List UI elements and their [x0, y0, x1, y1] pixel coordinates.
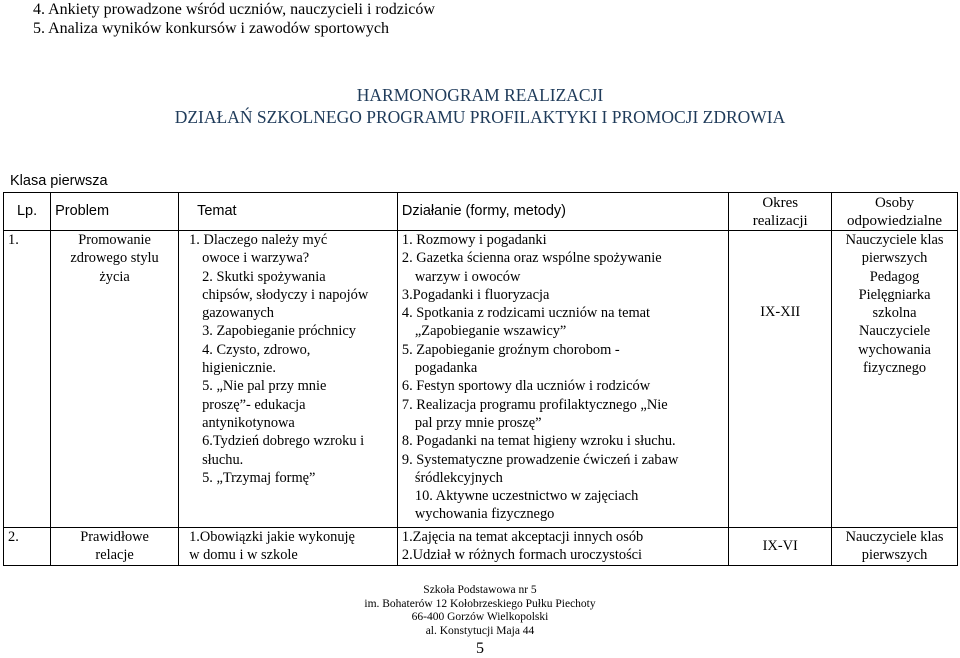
row-problem: Prawidłowe relacje	[51, 528, 179, 566]
header-lp: Lp.	[4, 193, 51, 231]
row-osoby: Nauczyciele klas pierwszych Pedagog Pielęgniarka szkolna Nauczyciele wychowania fizycznego	[832, 231, 958, 528]
page-number: 5	[476, 640, 484, 657]
row-dzialanie: 1.Zajęcia na temat akceptacji innych osób 2.Udział w różnych formach uroczystości	[397, 528, 729, 566]
row-dzialanie: 1. Rozmowy i pogadanki 2. Gazetka ścienna oraz wspólne spożywanie warzyw i owoców 3.Pogadanki i fluoryzacja 4. Spotkania z rodzicami uczniów na temat „Zapobieganie wszawicy” 5. Zapobieganie groźnym chorobom - pogadanka 6. Festyn sportowy dla uczniów i rodziców 7. Realizacja programu profilaktycznego „Nie pal przy mnie proszę” 8. Pogadanki na temat higieny wzroku i słuchu. 9. Systematyczne prowadzenie ćwiczeń i zabaw śródlekcyjnych 10. Aktywne uczestnictwo w zajęciach wychowania fizycznego	[397, 231, 729, 528]
intro-list-item: 5. Analiza wyników konkursów i zawodów sportowych	[33, 20, 389, 37]
row-temat: 1.Obowiązki jakie wykonuję w domu i w szkole	[179, 528, 398, 566]
footer-address: Szkoła Podstawowa nr 5 im. Bohaterów 12 Kołobrzeskiego Pułku Piechoty 66-400 Gorzów Wielkopolski al. Konstytucji Maja 44	[364, 584, 596, 637]
row-okres: IX-XII	[729, 231, 832, 528]
row-osoby: Nauczyciele klas pierwszych	[832, 528, 958, 566]
header-temat: Temat	[179, 193, 398, 231]
page-subtitle: DZIAŁAŃ SZKOLNEGO PROGRAMU PROFILAKTYKI I PROMOCJI ZDROWIA	[174, 107, 786, 127]
header-dzialanie: Działanie (formy, metody)	[397, 193, 729, 231]
schedule-table	[3, 192, 958, 566]
intro-list-item: 4. Ankiety prowadzone wśród uczniów, nauczycieli i rodziców	[33, 1, 435, 18]
class-label: Klasa pierwsza	[10, 173, 108, 189]
header-osoby: Osoby odpowiedzialne	[832, 193, 958, 231]
row-okres: IX-VI	[729, 528, 832, 566]
page-title: HARMONOGRAM REALIZACJI	[356, 85, 604, 105]
header-problem: Problem	[51, 193, 179, 231]
table-row	[4, 231, 958, 528]
row-lp: 1.	[4, 231, 51, 528]
table-header-row	[4, 193, 958, 231]
row-problem: Promowanie zdrowego stylu życia	[51, 231, 179, 528]
header-okres: Okres realizacji	[729, 193, 832, 231]
table-row	[4, 528, 958, 566]
row-lp: 2.	[4, 528, 51, 566]
row-temat: 1. Dlaczego należy myć owoce i warzywa? 2. Skutki spożywania chipsów, słodyczy i napojów gazowanych 3. Zapobieganie próchnicy 4. Czysto, zdrowo, higienicznie. 5. „Nie pal przy mnie proszę”- edukacja antynikotynowa 6.Tydzień dobrego wzroku i słuchu. 5. „Trzymaj formę”	[179, 231, 398, 528]
